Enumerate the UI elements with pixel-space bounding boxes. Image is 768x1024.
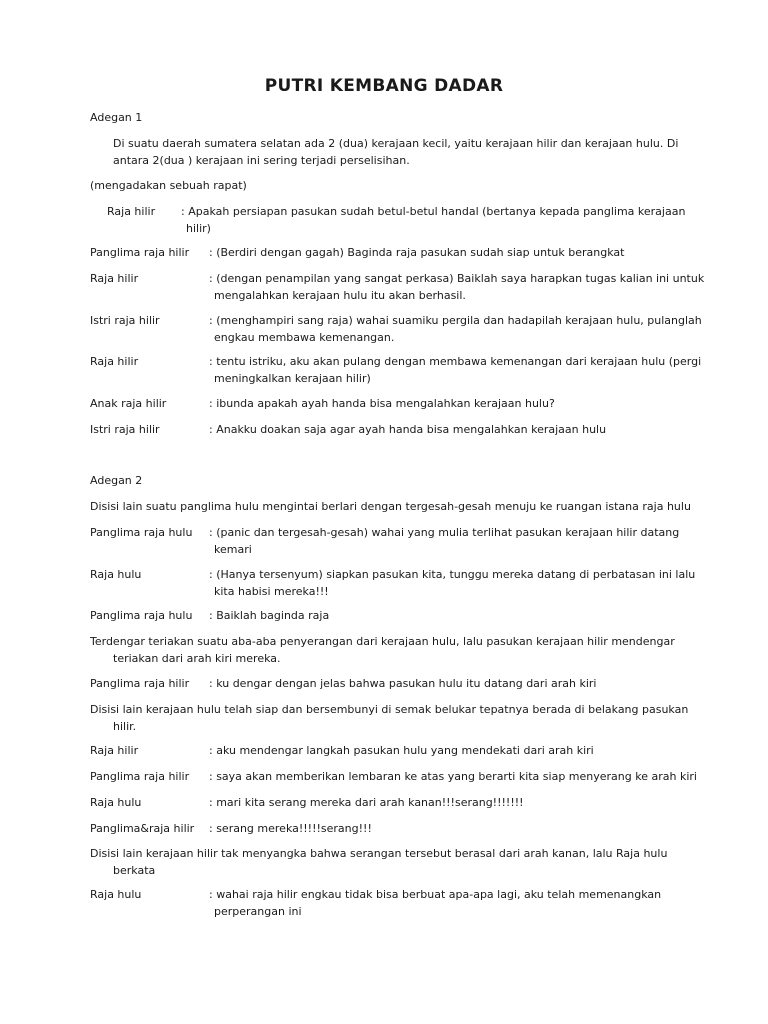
dialogue-text: : mari kita serang mereka dari arah kanan!!!serang!!!!!!!: [209, 796, 524, 809]
dialogue-text: : Apakah persiapan pasukan sudah betul-betul handal (bertanya kepada panglima kerajaan hilir): [181, 205, 686, 235]
dialogue-text: : (Berdiri dengan gagah) Baginda raja pasukan sudah siap untuk berangkat: [209, 246, 625, 259]
scene-1-note: (mengadakan sebuah rapat): [90, 179, 247, 192]
scene-2-heading: Adegan 2: [90, 474, 143, 487]
narration: Disisi lain kerajaan hilir tak menyangka bahwa serangan tersebut berasal dari arah kanan, lalu Raja hulu berkata: [90, 847, 668, 877]
narration: Disisi lain suatu panglima hulu mengintai berlari dengan tergesah-gesah menuju ke ruangan istana raja hulu: [90, 500, 691, 513]
speaker-name: Raja hulu: [90, 796, 142, 809]
speaker-name: Anak raja hilir: [90, 397, 167, 410]
dialogue-text: : (panic dan tergesah-gesah) wahai yang mulia terlihat pasukan kerajaan hilir datang kemari: [209, 526, 680, 556]
narration: Disisi lain kerajaan hulu telah siap dan bersembunyi di semak belukar tepatnya berada di belakang pasukan hilir.: [90, 703, 689, 733]
speaker-name: Istri raja hilir: [90, 423, 160, 436]
speaker-name: Raja hulu: [90, 888, 142, 901]
speaker-name: Raja hilir: [90, 744, 139, 757]
speaker-name: Raja hilir: [90, 355, 139, 368]
dialogue-text: : tentu istriku, aku akan pulang dengan membawa kemenangan dari kerajaan hulu (pergi meningkalkan kerajaan hilir): [209, 355, 702, 385]
dialogue-text: : (menghampiri sang raja) wahai suamiku pergila dan hadapilah kerajaan hulu, pulanglah engkau membawa kemenangan.: [209, 314, 702, 344]
dialogue-text: : serang mereka!!!!!serang!!!: [209, 822, 372, 835]
dialogue-text: : saya akan memberikan lembaran ke atas yang berarti kita siap menyerang ke arah kiri: [209, 770, 697, 783]
speaker-name: Raja hilir: [107, 205, 156, 218]
speaker-name: Panglima raja hilir: [90, 246, 190, 259]
scene-1-heading: Adegan 1: [90, 111, 143, 124]
dialogue-text: : (Hanya tersenyum) siapkan pasukan kita, tunggu mereka datang di perbatasan ini lalu kita habisi mereka!!!: [209, 568, 696, 598]
dialogue-text: : Baiklah baginda raja: [209, 609, 330, 622]
speaker-name: Raja hulu: [90, 568, 142, 581]
speaker-name: Panglima&raja hilir: [90, 822, 195, 835]
speaker-name: Panglima raja hulu: [90, 526, 193, 539]
dialogue-text: : ku dengar dengan jelas bahwa pasukan hulu itu datang dari arah kiri: [209, 677, 597, 690]
dialogue-text: : ibunda apakah ayah handa bisa mengalahkan kerajaan hulu?: [209, 397, 555, 410]
speaker-name: Raja hilir: [90, 272, 139, 285]
document-title: PUTRI KEMBANG DADAR: [264, 76, 504, 96]
narration: Terdengar teriakan suatu aba-aba penyerangan dari kerajaan hulu, lalu pasukan kerajaan hilir mendengar teriakan dari arah kiri mereka.: [90, 635, 675, 665]
dialogue-text: : Anakku doakan saja agar ayah handa bisa mengalahkan kerajaan hulu: [209, 423, 607, 436]
speaker-name: Panglima raja hulu: [90, 609, 193, 622]
dialogue-text: : wahai raja hilir engkau tidak bisa berbuat apa-apa lagi, aku telah memenangkan perperangan ini: [209, 888, 662, 918]
dialogue-text: : aku mendengar langkah pasukan hulu yang mendekati dari arah kiri: [209, 744, 594, 757]
speaker-name: Panglima raja hilir: [90, 677, 190, 690]
scene-1-intro: Di suatu daerah sumatera selatan ada 2 (dua) kerajaan kecil, yaitu kerajaan hilir dan kerajaan hulu. Di antara 2(dua ) kerajaan ini sering terjadi perselisihan.: [113, 137, 679, 167]
speaker-name: Panglima raja hilir: [90, 770, 190, 783]
dialogue-text: : (dengan penampilan yang sangat perkasa) Baiklah saya harapkan tugas kalian ini untuk mengalahkan kerajaan hulu itu akan berhasil.: [209, 272, 705, 302]
speaker-name: Istri raja hilir: [90, 314, 160, 327]
